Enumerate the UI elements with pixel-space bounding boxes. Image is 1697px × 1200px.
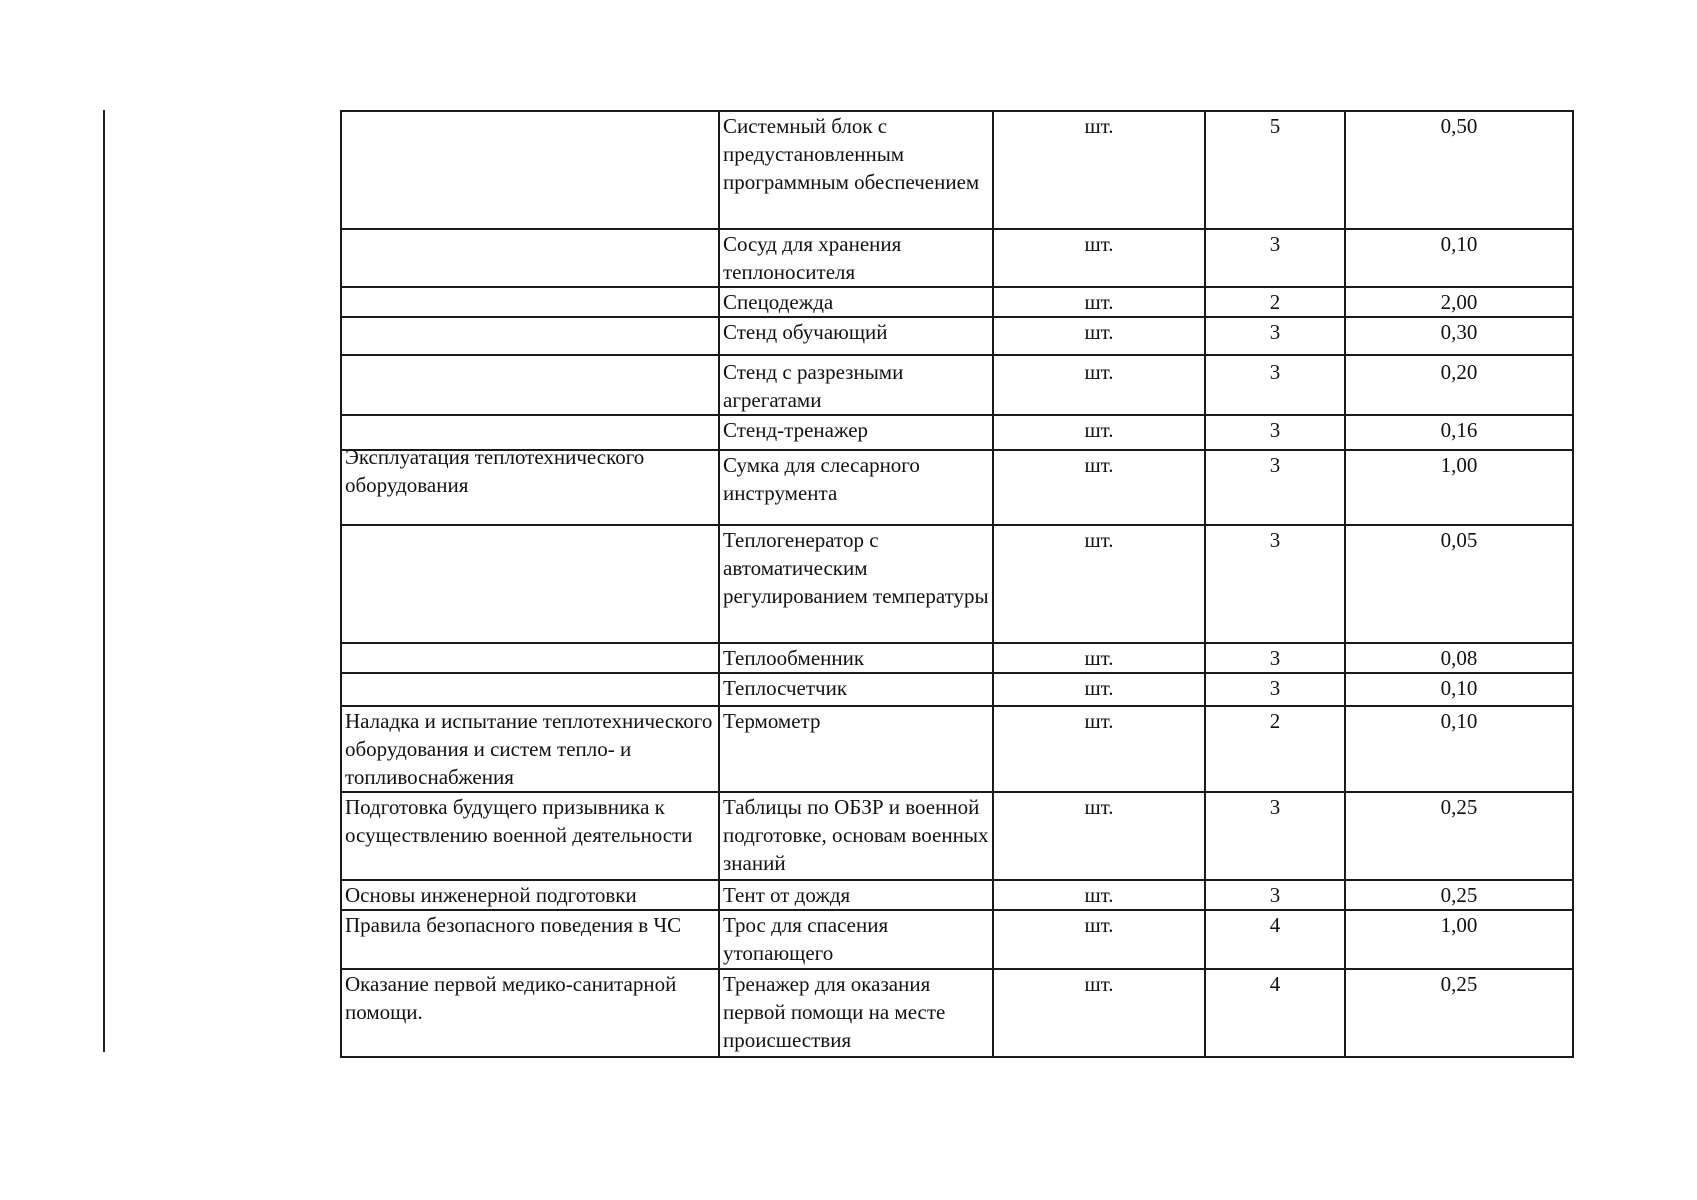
quantity-cell: 4 (1205, 969, 1345, 1057)
item-name-cell: Теплообменник (719, 643, 993, 673)
unit-cell: шт. (993, 415, 1205, 450)
table-row (341, 910, 1573, 969)
unit-cell: шт. (993, 706, 1205, 792)
unit-cell: шт. (993, 355, 1205, 415)
section-cell (341, 111, 719, 229)
section-cell (341, 229, 719, 287)
quantity-cell: 4 (1205, 910, 1345, 969)
unit-cell: шт. (993, 910, 1205, 969)
quantity-cell: 3 (1205, 880, 1345, 910)
unit-cell: шт. (993, 792, 1205, 880)
item-name-cell: Теплогенератор с автоматическим регулированием температуры (719, 525, 993, 643)
table-row (341, 792, 1573, 880)
value-cell: 2,00 (1345, 287, 1573, 317)
item-name-cell: Стенд с разрезными агрегатами (719, 355, 993, 415)
quantity-cell: 3 (1205, 525, 1345, 643)
value-cell: 0,25 (1345, 969, 1573, 1057)
item-name-cell: Трос для спасения утопающего (719, 910, 993, 969)
value-cell: 0,10 (1345, 229, 1573, 287)
quantity-cell: 3 (1205, 229, 1345, 287)
quantity-cell: 3 (1205, 450, 1345, 525)
unit-cell: шт. (993, 525, 1205, 643)
value-cell: 0,10 (1345, 706, 1573, 792)
item-name-cell: Системный блок с предустановленным программным обеспечением (719, 111, 993, 229)
quantity-cell: 3 (1205, 643, 1345, 673)
table-row (341, 525, 1573, 643)
table-row (341, 111, 1573, 229)
quantity-cell: 3 (1205, 355, 1345, 415)
equipment-table (340, 110, 1574, 1058)
unit-cell: шт. (993, 643, 1205, 673)
value-cell: 0,30 (1345, 317, 1573, 355)
value-cell: 0,16 (1345, 415, 1573, 450)
section-cell (341, 643, 719, 673)
unit-cell: шт. (993, 317, 1205, 355)
value-cell: 1,00 (1345, 450, 1573, 525)
table-row (341, 880, 1573, 910)
section-cell: Оказание первой медико-санитарной помощи. (341, 969, 719, 1057)
unit-cell: шт. (993, 880, 1205, 910)
item-name-cell: Тент от дождя (719, 880, 993, 910)
quantity-cell: 2 (1205, 706, 1345, 792)
quantity-cell: 3 (1205, 317, 1345, 355)
value-cell: 0,10 (1345, 673, 1573, 706)
table-row (341, 673, 1573, 706)
item-name-cell: Таблицы по ОБЗР и военной подготовке, основам военных знаний (719, 792, 993, 880)
value-cell: 0,05 (1345, 525, 1573, 643)
item-name-cell: Сумка для слесарного инструмента (719, 450, 993, 525)
value-cell: 0,50 (1345, 111, 1573, 229)
unit-cell: шт. (993, 450, 1205, 525)
table-row (341, 229, 1573, 287)
section-cell (341, 355, 719, 415)
value-cell: 0,08 (1345, 643, 1573, 673)
value-cell: 1,00 (1345, 910, 1573, 969)
section-cell (341, 287, 719, 317)
item-name-cell: Тренажер для оказания первой помощи на месте происшествия (719, 969, 993, 1057)
section-cell: Основы инженерной подготовки (341, 880, 719, 910)
section-cell: Наладка и испытание теплотехнического оборудования и систем тепло- и топливоснабжения (341, 706, 719, 792)
item-name-cell: Теплосчетчик (719, 673, 993, 706)
item-name-cell: Спецодежда (719, 287, 993, 317)
unit-cell: шт. (993, 287, 1205, 317)
value-cell: 0,25 (1345, 880, 1573, 910)
unit-cell: шт. (993, 969, 1205, 1057)
quantity-cell: 5 (1205, 111, 1345, 229)
section-cell (341, 525, 719, 643)
section-cell (341, 317, 719, 355)
item-name-cell: Сосуд для хранения теплоносителя (719, 229, 993, 287)
unit-cell: шт. (993, 111, 1205, 229)
table-row (341, 287, 1573, 317)
quantity-cell: 3 (1205, 792, 1345, 880)
table-row (341, 317, 1573, 355)
item-name-cell: Стенд-тренажер (719, 415, 993, 450)
unit-cell: шт. (993, 229, 1205, 287)
quantity-cell: 3 (1205, 673, 1345, 706)
table-row (341, 706, 1573, 792)
left-margin-line (103, 110, 105, 1052)
table-row (341, 355, 1573, 415)
item-name-cell: Термометр (719, 706, 993, 792)
table-row (341, 643, 1573, 673)
section-cell (341, 445, 719, 525)
table-row (341, 450, 1573, 525)
quantity-cell: 2 (1205, 287, 1345, 317)
section-cell: Правила безопасного поведения в ЧС (341, 910, 719, 969)
unit-cell: шт. (993, 673, 1205, 706)
value-cell: 0,25 (1345, 792, 1573, 880)
table-row (341, 969, 1573, 1057)
value-cell: 0,20 (1345, 355, 1573, 415)
section-cell: Подготовка будущего призывника к осуществлению военной деятельности (341, 792, 719, 880)
item-name-cell: Стенд обучающий (719, 317, 993, 355)
section-label: Эксплуатация теплотехнического оборудования (345, 445, 645, 497)
quantity-cell: 3 (1205, 415, 1345, 450)
section-cell (341, 673, 719, 706)
